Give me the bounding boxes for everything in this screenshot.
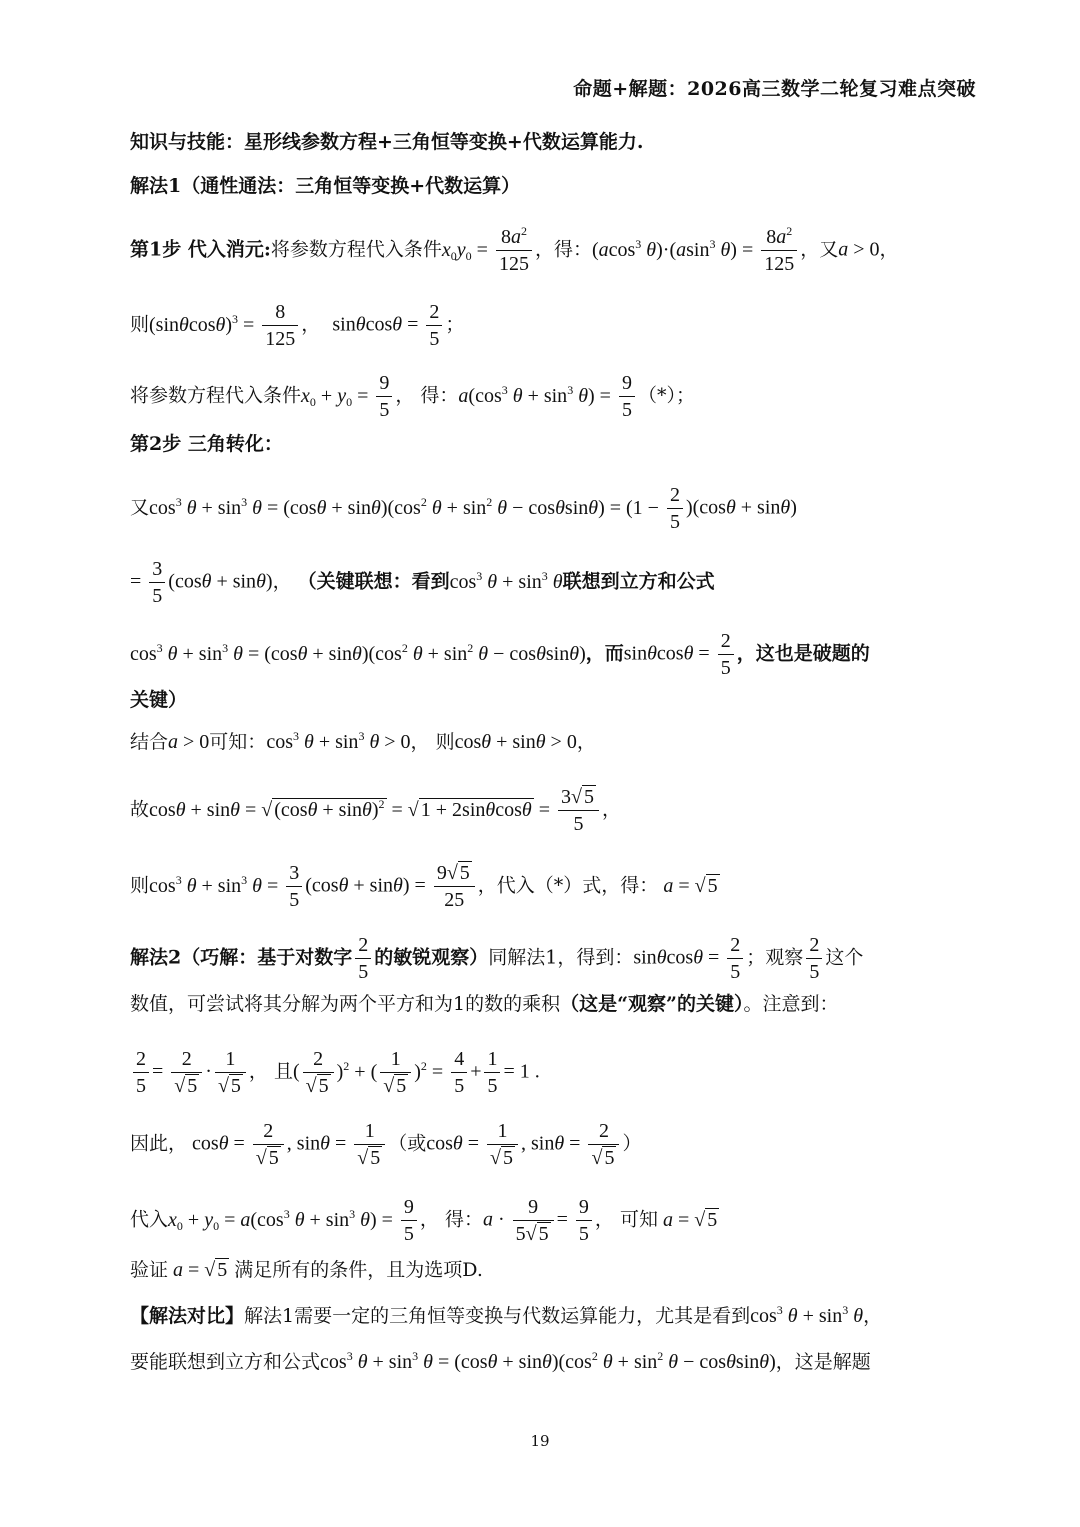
step1-line2: 则$(\sin\theta\cos\theta)^3$ = $\frac{8}{125}$ ， sinθcosθ = $\frac{2}{5}$ ；: [130, 301, 465, 350]
step1-line3: 将参数方程代入条件$x_0 + y_0$ = $\frac{9}{5}$ ， 得：$a(\cos^3$ $\theta + \sin^3 \theta$) = $\frac{9}{5}$ （*）；: [130, 372, 695, 421]
compare-line2: 要能联想到立方和公式$\cos^3 \theta + \sin^3 \theta = (\cos\theta + \sin\theta)(\cos^2$ $\theta + \sin^2 \theta - \cos\theta\sin\theta$)，这是解题: [130, 1349, 871, 1373]
knowledge-line: 知识与技能：星形线参数方程+三角恒等变换+代数运算能力.: [130, 131, 644, 153]
method2-subst: 代入$x_0 + y_0 = a(\cos^3$ $\theta + \sin^3 \theta$) = $\frac{9}{5}$ ， 得：a · $\frac{9}{5√ 5}$ = $\frac{9}{5}$ ， 可知 a = √ 5: [130, 1196, 718, 1245]
step2-line3: $\cos^3 \theta + \sin^3 \theta = (\cos\theta + \sin\theta)(\cos^2$ $\theta + \sin^2 \theta - \cos\theta\sin\theta$)，而sinθcosθ = $\frac{2}{5}$ ，这也是破题的: [130, 630, 870, 679]
step1-line1: 第1步 代入消元:将参数方程代入条件$x_0y_0$ = $\frac{8a^2}{125}$ ，得：(acos$^3$ θ)·(asin$^3$ θ) = $\frac{8a^2}{125}$ ，又a > 0，: [130, 224, 899, 275]
method1-title: 解法1（通性通法：三角恒等变换+代数运算）: [130, 175, 521, 197]
method2-line1: 解法2（巧解：基于对数字 $\frac{2}{5}$ 的敏锐观察）同解法1，得到：sinθcosθ = $\frac{2}{5}$ ；观察 $\frac{2}{5}$ 这个: [130, 934, 864, 983]
compare-line1: 【解法对比】解法1需要一定的三角恒等变换与代数运算能力，尤其是看到$\cos^3 \theta + \sin^3 \theta$，: [130, 1303, 883, 1327]
step2-line2: = $\frac{3}{5}$ (cosθ + sinθ)， （关键联想：看到$\cos^3 \theta + \sin^3 \theta$联想到立方和公式: [130, 558, 715, 607]
method2-therefore: 因此， cosθ = $\frac{2}{√ 5}$ , sinθ = $\frac{1}{√ 5}$ （或cosθ = $\frac{1}{√ 5}$ , sinθ = $\frac{2}{√ 5}$ ）: [130, 1120, 642, 1169]
step1-label: 第1步 代入消元:: [130, 238, 271, 261]
page-header: 命题+解题：2026高三数学二轮复习难点突破: [573, 78, 976, 100]
method2-verify: 验证 a = √ 5 满足所有的条件，且为选项D.: [130, 1259, 483, 1281]
step2-guanjian: 关键）: [130, 689, 188, 711]
step2-line1: 又$\cos^3 \theta + \sin^3 \theta = (\cos\theta + \sin\theta)(\cos^2$ $\theta + \sin^2 \theta - \cos\theta\sin\theta) = (1$ − $\frac{2}{5}$ )(cosθ + sinθ): [130, 484, 797, 533]
step2-label: 第2步 三角转化：: [130, 433, 283, 455]
step2-ze: 则$\cos^3 \theta + \sin^3 \theta$ = $\frac{3}{5}$ (cosθ + sinθ) = $\frac{9√ 5}{25}$ ，代入（*）式，得： a = √ 5: [130, 862, 718, 911]
method2-line2: 数值，可尝试将其分解为两个平方和为1的数的乘积（这是“观察”的关键）。注意到：: [130, 993, 839, 1015]
step2-gu: 故cosθ + sinθ = √ $(\cos\theta + \sin\theta)^2$ = √ 1 + 2sinθcosθ = $\frac{3√ 5}{5}$ ，: [130, 786, 622, 835]
method2-line3: $\frac{2}{5}$ = $\frac{2}{√ 5}$ · $\frac{1}{√ 5}$ ， 且( $\frac{2}{√ 5}$ )$^2$ + ( $\frac{1}{√ 5}$ )$^2$ = $\frac{4}{5}$ + $\frac{1}{5}$ = 1 .: [130, 1046, 976, 1099]
step2-combine: 结合a > 0可知：$\cos^3 \theta + \sin^3 \theta > 0$， 则cosθ + sinθ > 0，: [130, 729, 596, 753]
page-number: 19: [530, 1432, 550, 1450]
